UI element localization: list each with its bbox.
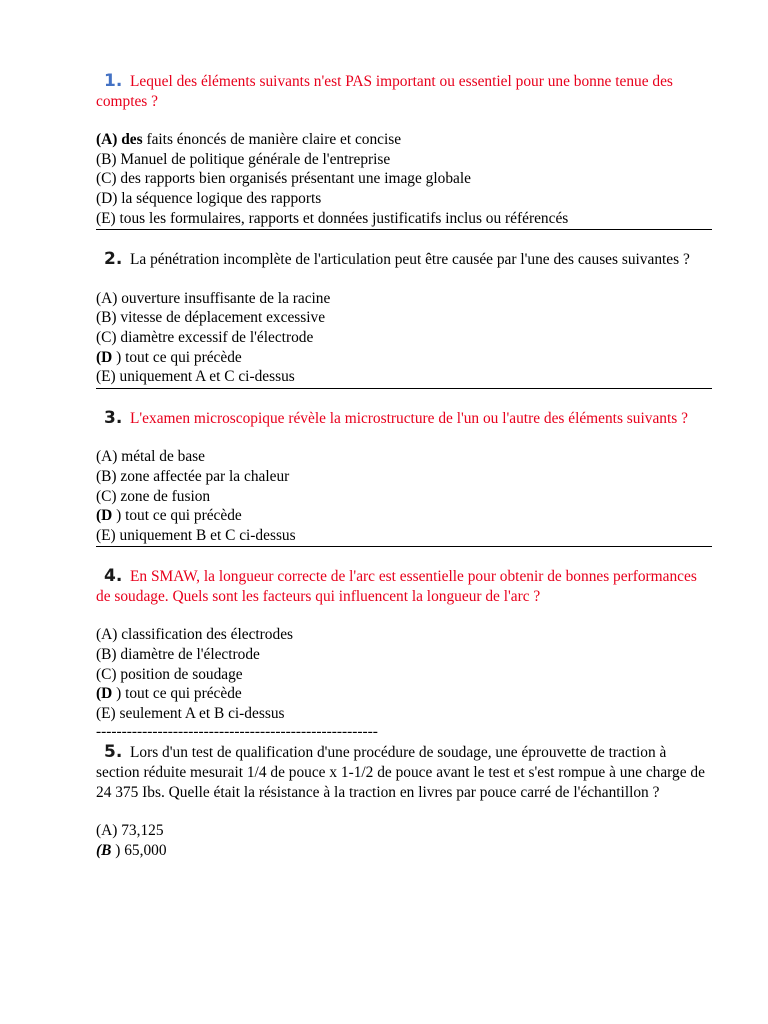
dashed-separator: ------------------------------------------------------- <box>96 723 378 741</box>
question-3-text: 3. L'examen microscopique révèle la microstructure de l'un ou l'autre des éléments suivants ? <box>96 409 712 429</box>
question-2-text: 2. La pénétration incomplète de l'articulation peut être causée par l'une des causes suivantes ? <box>96 250 712 270</box>
question-5-options <box>96 821 712 860</box>
option-b: (B) zone affectée par la chaleur <box>96 467 290 485</box>
option-c: (C) des rapports bien organisés présentant une image globale <box>96 170 471 188</box>
question-3-number: 3. <box>104 407 123 428</box>
divider <box>96 388 712 389</box>
question-3-options <box>96 447 712 545</box>
question-5 <box>96 743 712 860</box>
question-1-options <box>96 130 712 228</box>
option-e: (E) uniquement A et C ci-dessus <box>96 368 295 386</box>
option-a: (A) des faits énoncés de manière claire et concise <box>96 131 402 149</box>
option-b: (B ) 65,000 <box>96 841 167 859</box>
option-a: (A) ouverture insuffisante de la racine <box>96 289 331 307</box>
question-2-options <box>96 289 712 387</box>
question-5-text: 5. Lors d'un test de qualification d'une procédure de soudage, une éprouvette de traction à section réduite mesurait 1/4 de pouce x 1-1/2 de pouce avant le test et s'est rompue à une charge de 24 375 Ibs. Quelle était la résistance à la traction en livres par pouce carré de l'échantillon ? <box>96 742 705 801</box>
option-d: (D ) tout ce qui précède <box>96 348 242 366</box>
question-3 <box>96 409 712 548</box>
question-5-number: 5. <box>104 742 123 763</box>
option-b: (B) diamètre de l'électrode <box>96 646 260 664</box>
option-c: (C) diamètre excessif de l'électrode <box>96 328 314 346</box>
question-1 <box>96 72 712 230</box>
option-b: (B) Manuel de politique générale de l'entreprise <box>96 150 391 168</box>
question-2 <box>96 250 712 389</box>
option-c: (C) position de soudage <box>96 665 243 683</box>
question-4-text: 4. En SMAW, la longueur correcte de l'arc est essentielle pour obtenir de bonnes performances de soudage. Quels sont les facteurs qui influencent la longueur de l'arc ? <box>96 566 697 605</box>
option-d: (D) la séquence logique des rapports <box>96 189 322 207</box>
question-1-text: 1. Lequel des éléments suivants n'est PAS important ou essentiel pour une bonne tenue des comptes ? <box>96 71 673 110</box>
quiz-page <box>96 68 712 860</box>
question-4-options <box>96 625 712 723</box>
question-4-number: 4. <box>104 566 123 587</box>
option-d: (D ) tout ce qui précède <box>96 507 242 525</box>
question-1-number: 1. <box>104 71 123 91</box>
divider <box>96 546 712 547</box>
option-a: (A) métal de base <box>96 448 205 466</box>
option-b: (B) vitesse de déplacement excessive <box>96 309 326 327</box>
option-a: (A) 73,125 <box>96 822 164 840</box>
option-d: (D ) tout ce qui précède <box>96 685 242 703</box>
option-e: (E) tous les formulaires, rapports et données justificatifs inclus ou référencés <box>96 209 569 227</box>
option-c: (C) zone de fusion <box>96 487 211 505</box>
question-2-number: 2. <box>104 249 123 270</box>
option-e: (E) uniquement B et C ci-dessus <box>96 526 296 544</box>
option-e: (E) seulement A et B ci-dessus <box>96 704 285 722</box>
question-4 <box>96 567 712 741</box>
option-a: (A) classification des électrodes <box>96 626 294 644</box>
divider <box>96 229 712 230</box>
